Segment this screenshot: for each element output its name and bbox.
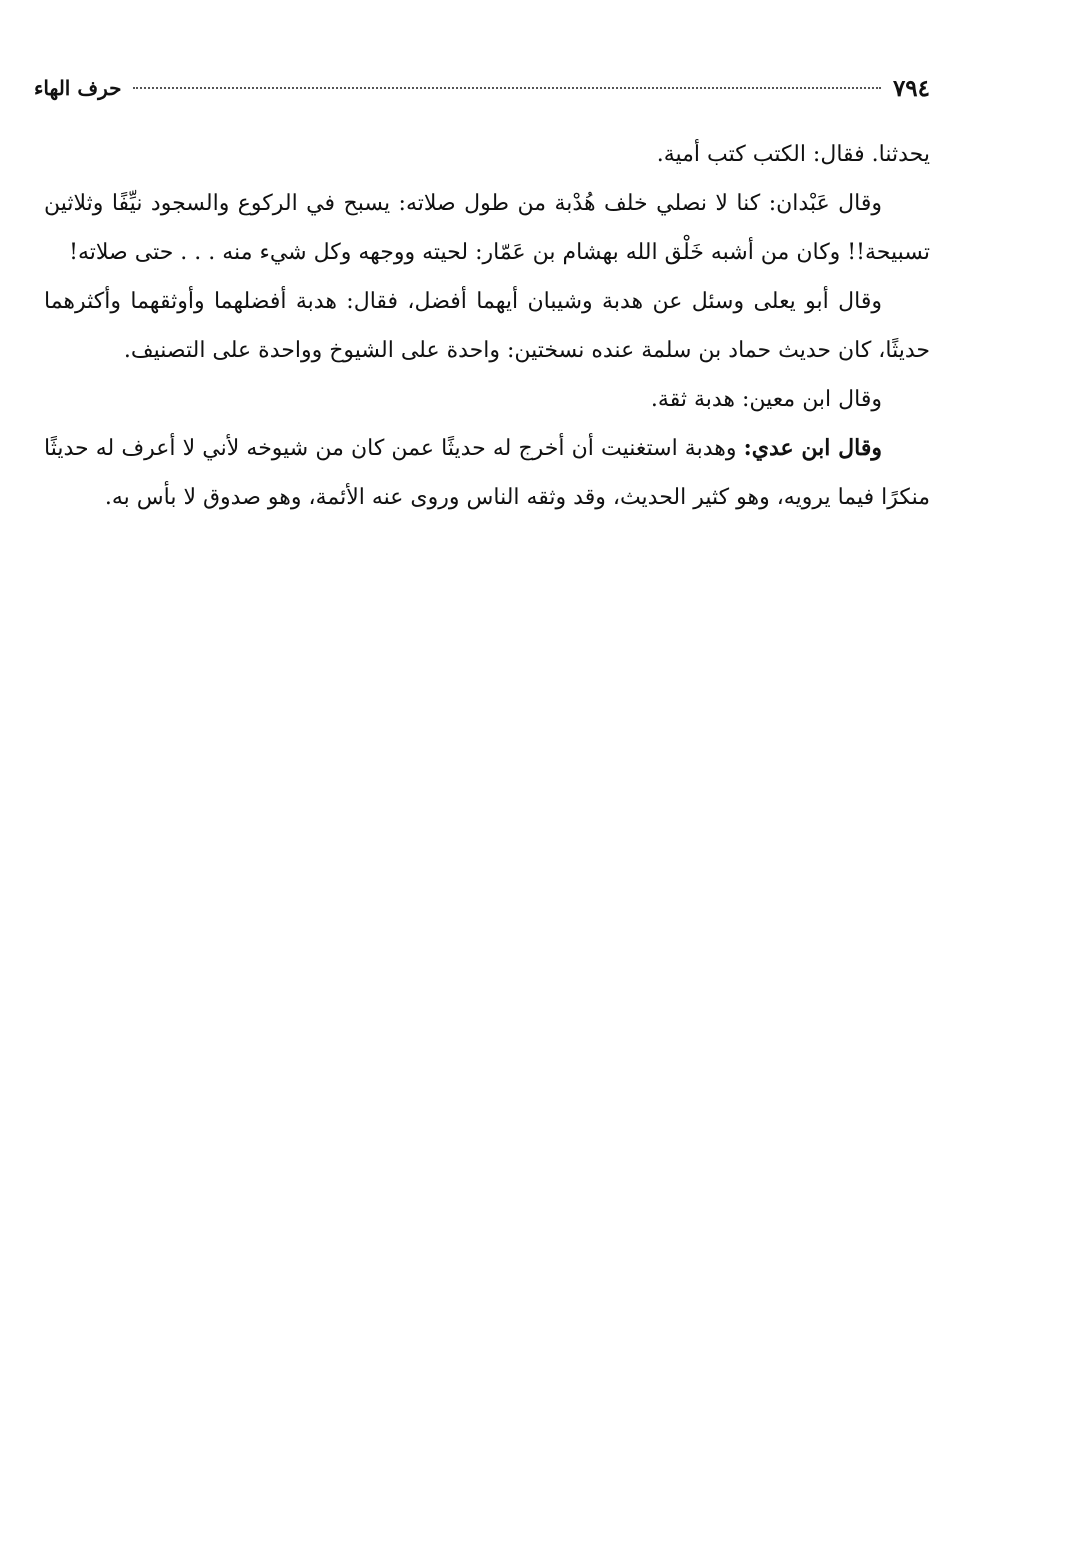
- paragraph-text: يحدثنا. فقال: الكتب كتب أمية.: [656, 142, 930, 167]
- paragraph-abdan: [44, 179, 930, 277]
- header-divider: [133, 87, 880, 89]
- paragraph-ibn-main: [44, 375, 930, 424]
- paragraph-text: وقال أبو يعلى وسئل عن هدبة وشيبان أيهما أفضل، فقال: هدبة أفضلهما وأوثقهما وأكثرهما حديثًا، كان حديث حماد بن سلمة عنده نسختين: واحدة على الشيوخ وواحدة على التصنيف.: [44, 289, 930, 363]
- page-header: [34, 70, 930, 106]
- paragraph-text: وقال عَبْدان: كنا لا نصلي خلف هُدْبة من طول صلاته: يسبح في الركوع والسجود نيِّفًا وثلاثين تسبيحة!! وكان من أشبه خَلْق الله بهشام بن عَمّار: لحيته ووجهه وكل شيء منه . . . حتى صلاته!: [44, 191, 930, 265]
- page-body: [44, 130, 930, 522]
- paragraph-continuation: [44, 130, 930, 179]
- paragraph-text: وهدبة استغنيت أن أخرج له حديثًا عمن كان من شيوخه لأني لا أعرف له حديثًا منكرًا فيما يرويه، وهو كثير الحديث، وقد وثقه الناس وروى عنه الأئمة، وهو صدوق لا بأس به.: [44, 436, 930, 510]
- paragraph-text: وقال ابن معين: هدبة ثقة.: [650, 387, 882, 412]
- paragraph-lead: وقال ابن عدي:: [743, 435, 882, 461]
- page-number: ٧٩٤: [892, 74, 930, 102]
- running-title: حرف الهاء: [34, 76, 122, 100]
- paragraph-ibn-adi: [44, 424, 930, 522]
- paragraph-abu-yala: [44, 277, 930, 375]
